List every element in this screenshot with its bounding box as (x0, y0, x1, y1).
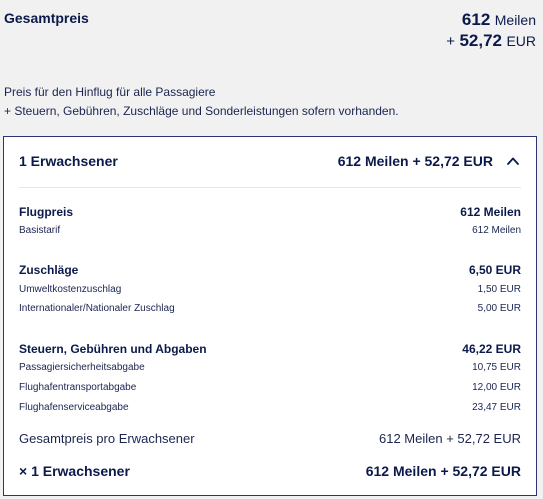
info-line-2: + Steuern, Gebühren, Zuschläge und Sonderleistungen sofern vorhanden. (4, 104, 399, 118)
line-item-value: 1,50 EUR (477, 284, 521, 295)
section-label: Flugpreis (19, 205, 74, 219)
header-miles (446, 10, 536, 31)
passenger-label: 1 Erwachsener (19, 153, 118, 169)
chevron-up-icon[interactable] (505, 153, 521, 169)
passenger-multiplier-total (19, 463, 521, 481)
line-item-value: 5,00 EUR (477, 303, 521, 314)
line-item (19, 303, 521, 317)
section-label: Zuschläge (19, 263, 79, 277)
price-info-text (4, 83, 534, 121)
multiplier-value: 612 Meilen + 52,72 EUR (365, 463, 521, 479)
line-item-label: Umweltkostenzuschlag (19, 284, 122, 295)
section-value: 46,22 EUR (462, 342, 521, 356)
header-plus: + (446, 33, 455, 50)
header-eur-unit: EUR (506, 33, 536, 49)
per-adult-value: 612 Meilen + 52,72 EUR (378, 431, 521, 446)
per-adult-label: Gesamtpreis pro Erwachsener (19, 431, 195, 446)
passenger-price: 612 Meilen + 52,72 EUR (337, 153, 493, 169)
line-item (19, 402, 521, 416)
section-flugpreis (19, 205, 521, 221)
line-item-value: 10,75 EUR (472, 362, 521, 373)
header-miles-unit: Meilen (494, 12, 536, 28)
info-line-1: Preis für den Hinflug für alle Passagiere (4, 85, 216, 99)
header-title: Gesamtpreis (4, 10, 89, 26)
card-divider (19, 187, 521, 188)
line-item-label: Basistarif (19, 225, 61, 236)
header-total-price (446, 10, 536, 52)
section-value: 6,50 EUR (468, 263, 521, 277)
header-eur (446, 31, 536, 52)
section-label: Steuern, Gebühren und Abgaben (19, 342, 207, 356)
line-item (19, 362, 521, 376)
line-item-label: Flughafenserviceabgabe (19, 402, 129, 413)
line-item (19, 225, 521, 239)
line-item-value: 12,00 EUR (472, 382, 521, 393)
multiplier-label: × 1 Erwachsener (19, 463, 130, 479)
line-item (19, 284, 521, 298)
line-item-label: Passagiersicherheitsabgabe (19, 362, 145, 373)
header-eur-value: 52,72 (459, 31, 502, 50)
per-adult-total (19, 431, 521, 449)
line-item (19, 382, 521, 396)
passenger-accordion-header[interactable] (19, 150, 521, 172)
line-item-value: 23,47 EUR (472, 402, 521, 413)
header-miles-value: 612 (461, 10, 491, 29)
price-header (0, 0, 543, 70)
line-item-label: Internationaler/Nationaler Zuschlag (19, 303, 175, 314)
section-steuern (19, 342, 521, 358)
section-zuschlaege (19, 263, 521, 279)
line-item-value: 612 Meilen (472, 225, 521, 236)
line-item-label: Flughafentransportabgabe (19, 382, 137, 393)
section-value: 612 Meilen (460, 205, 521, 219)
price-breakdown-card (3, 136, 537, 496)
